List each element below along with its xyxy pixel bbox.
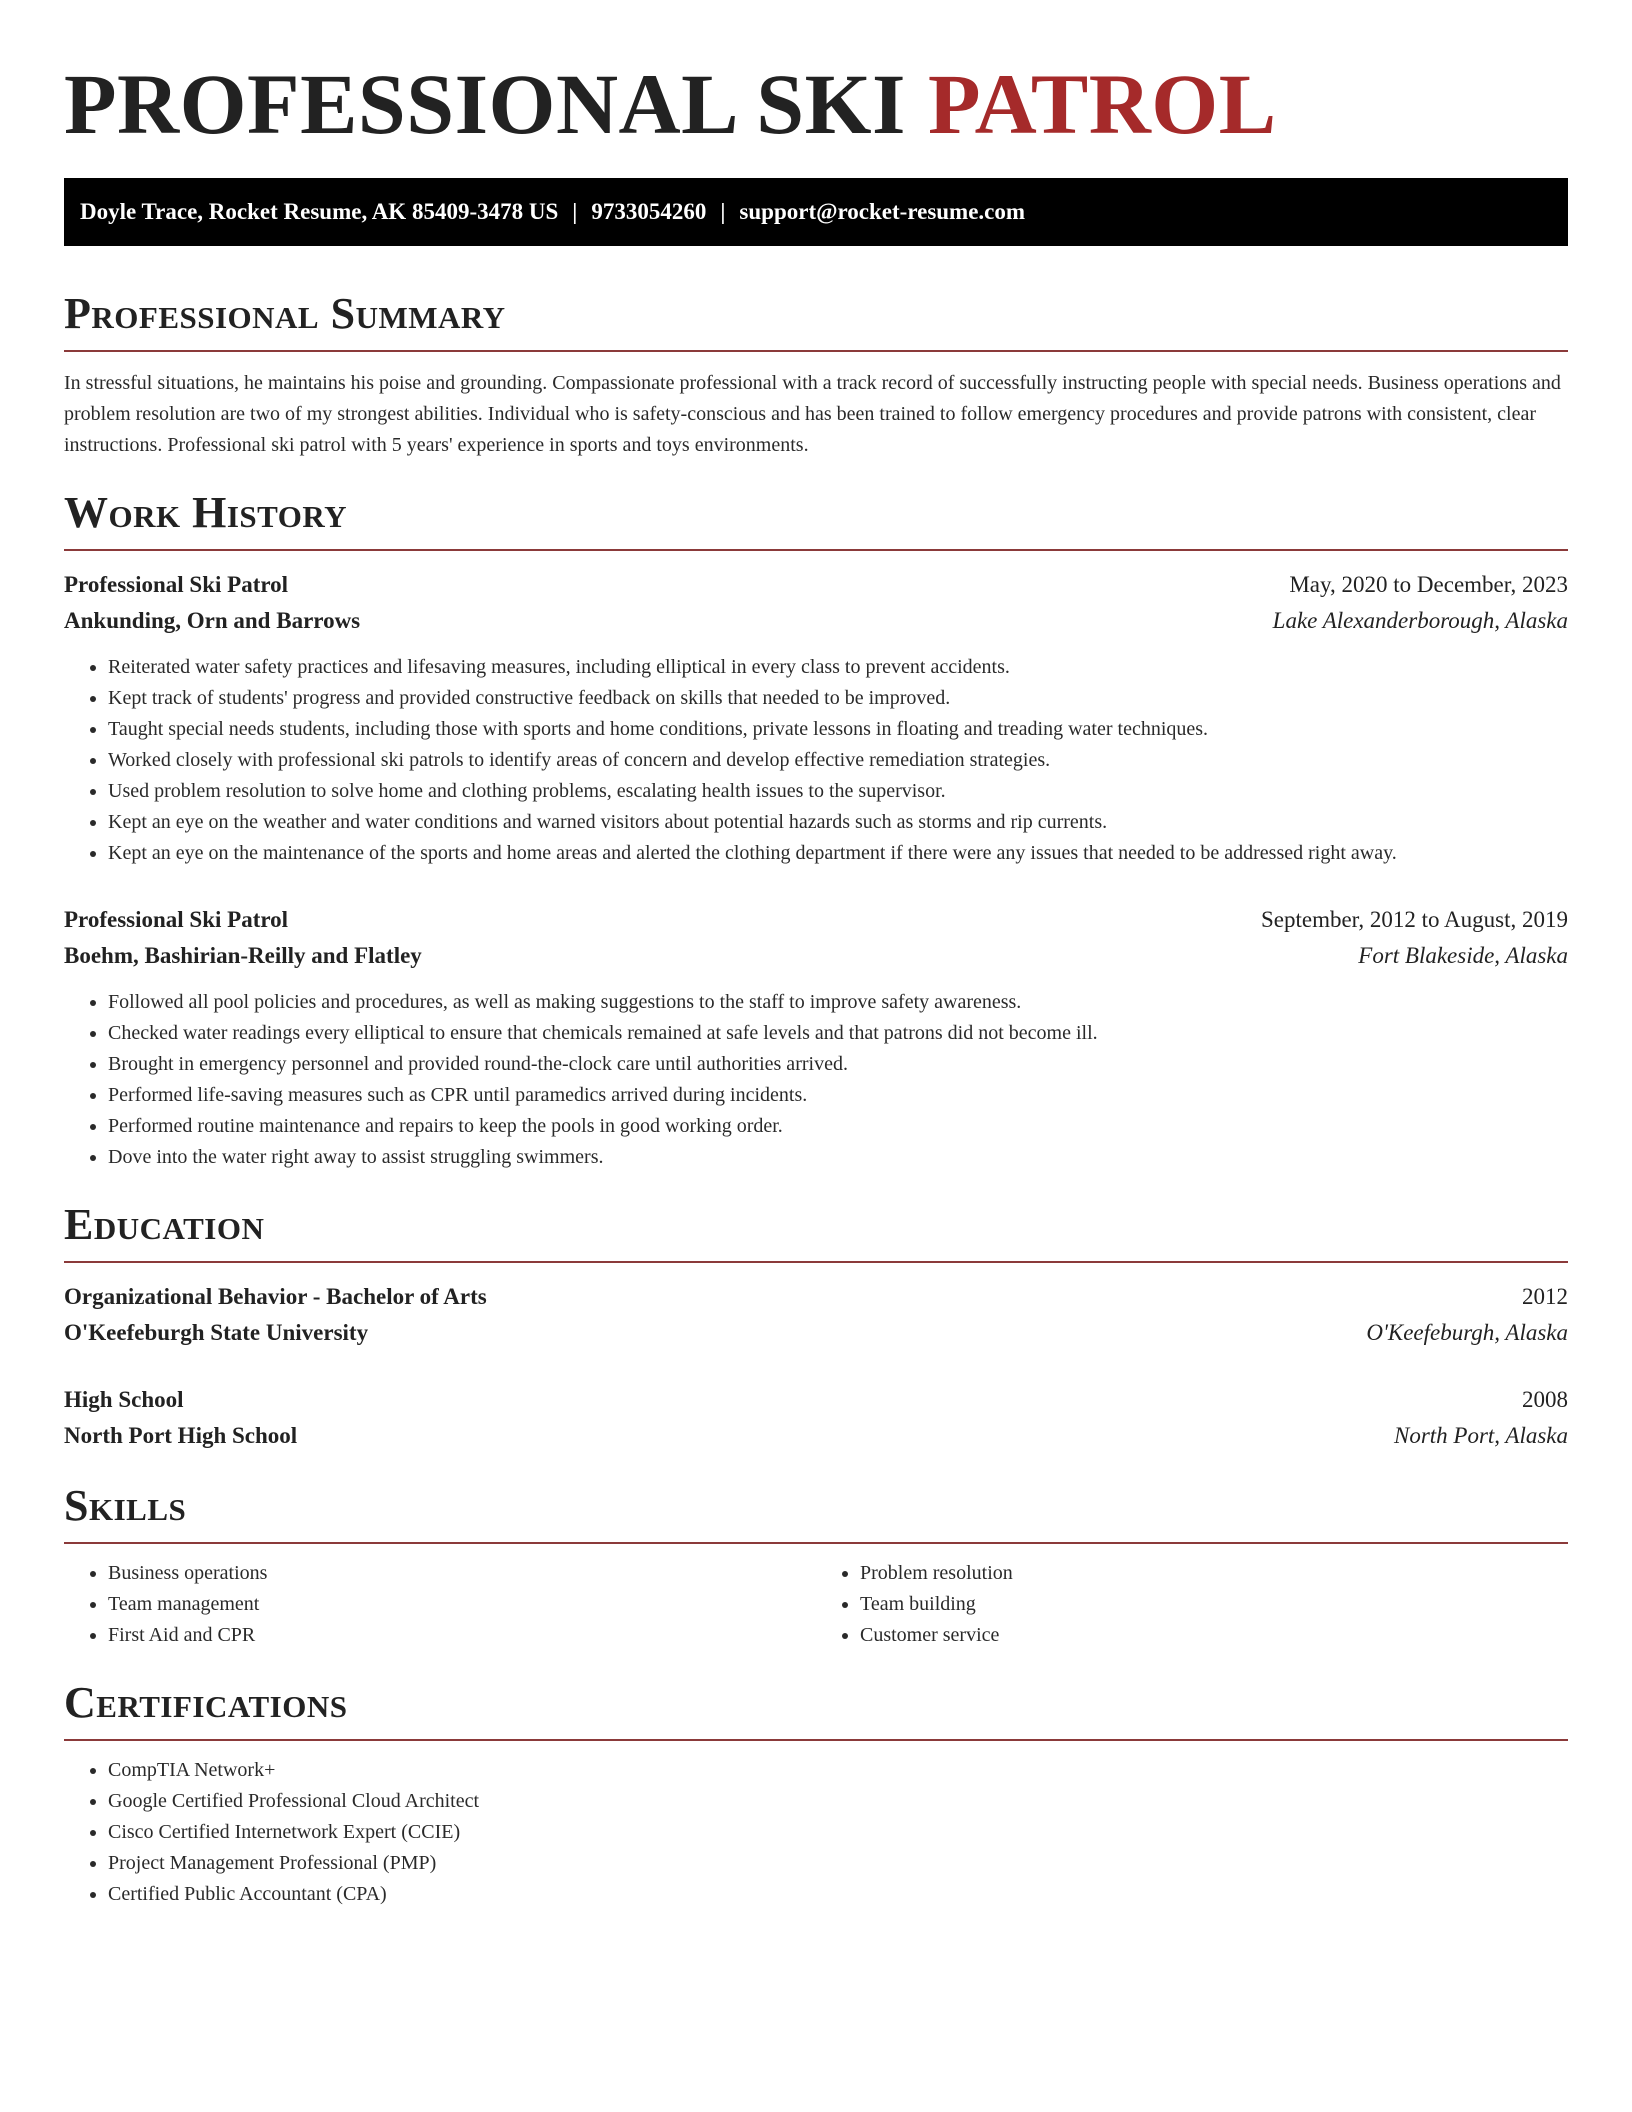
job-company-row [64, 938, 1568, 974]
job-entry [64, 567, 1568, 869]
job-duty: • Kept an eye on the weather and water conditions and warned visitors about potential hazards such as storms and rip currents. [108, 807, 1568, 838]
job-duty: • Reiterated water safety practices and lifesaving measures, including elliptical in every class to prevent accidents. [108, 652, 1568, 683]
job-duty: • Taught special needs students, including those with sports and home conditions, private lessons in floating and treading water techniques. [108, 714, 1568, 745]
resume-title [64, 0, 1568, 152]
education-school: O'Keefeburgh State University [64, 1320, 369, 1345]
education-degree: High School [64, 1387, 184, 1412]
job-company-row [64, 603, 1568, 639]
job-entry [64, 902, 1568, 1173]
job-duties-list [64, 652, 1568, 869]
section-heading-certifications: Certifications [64, 1678, 348, 1727]
skills-list-left [64, 1558, 816, 1651]
skill-item: • Business operations [108, 1558, 816, 1589]
certifications-section [64, 1675, 1568, 1910]
contact-email: support@rocket-resume.com [739, 199, 1026, 224]
section-heading-summary: Professional Summary [64, 289, 506, 338]
job-company: Boehm, Bashirian-Reilly and Flatley [64, 943, 422, 968]
skill-item: • Team management [108, 1589, 816, 1620]
job-title-row [64, 567, 1568, 603]
education-degree-row [64, 1279, 1568, 1315]
certification-item: • Project Management Professional (PMP) [108, 1848, 1568, 1879]
job-duties-list [64, 987, 1568, 1173]
contact-separator: | [572, 199, 578, 224]
skill-item: • Team building [860, 1589, 1568, 1620]
job-duty: • Performed life-saving measures such as CPR until paramedics arrived during incidents. [108, 1080, 1568, 1111]
title-accent: PATROL [927, 56, 1277, 152]
certification-item: • Google Certified Professional Cloud Architect [108, 1786, 1568, 1817]
job-title: Professional Ski Patrol [64, 907, 289, 932]
section-heading-education: Education [64, 1200, 265, 1249]
certification-item: • Certified Public Accountant (CPA) [108, 1879, 1568, 1910]
education-year: 2008 [1522, 1387, 1568, 1412]
education-degree-row [64, 1382, 1568, 1418]
contact-address: Doyle Trace, Rocket Resume, AK 85409-3478 US [80, 199, 559, 224]
job-dates: September, 2012 to August, 2019 [1260, 907, 1568, 932]
education-entry [64, 1382, 1568, 1454]
contact-phone: 9733054260 [591, 199, 707, 224]
skills-list-right [816, 1558, 1568, 1651]
section-divider [64, 350, 1568, 352]
job-duty: • Performed routine maintenance and repairs to keep the pools in good working order. [108, 1111, 1568, 1142]
education-entry [64, 1279, 1568, 1351]
education-location: O'Keefeburgh, Alaska [1366, 1320, 1568, 1345]
job-duty: • Kept track of students' progress and provided constructive feedback on skills that needed to be improved. [108, 683, 1568, 714]
section-divider [64, 549, 1568, 551]
section-heading-work-history: Work History [64, 488, 348, 537]
skill-item: • First Aid and CPR [108, 1620, 816, 1651]
skill-item: • Problem resolution [860, 1558, 1568, 1589]
skills-grid [64, 1558, 1568, 1651]
job-duty: • Checked water readings every elliptical to ensure that chemicals remained at safe levels and that patrons did not become ill. [108, 1018, 1568, 1049]
work-history-section [64, 485, 1568, 1173]
job-duty: • Dove into the water right away to assist struggling swimmers. [108, 1142, 1568, 1173]
job-duty: • Brought in emergency personnel and provided round-the-clock care until authorities arrived. [108, 1049, 1568, 1080]
job-company: Ankunding, Orn and Barrows [64, 608, 361, 633]
education-school-row [64, 1418, 1568, 1454]
summary-text: In stressful situations, he maintains his poise and grounding. Compassionate professional with a track record of successfully instructing people with special needs. Business operations and problem resolution are two of my strongest abilities. Individual who is safety-conscious and has been trained to follow emergency procedures and provide patrons with consistent, clear instructions. Professional ski patrol with 5 years' experience in sports and toys environments. [64, 372, 1561, 456]
job-location: Fort Blakeside, Alaska [1358, 943, 1568, 968]
job-duty: • Used problem resolution to solve home and clothing problems, escalating health issues to the supervisor. [108, 776, 1568, 807]
section-divider [64, 1542, 1568, 1544]
job-title-row [64, 902, 1568, 938]
education-school-row [64, 1315, 1568, 1351]
section-divider [64, 1261, 1568, 1263]
certifications-list [64, 1755, 1568, 1910]
title-main: PROFESSIONAL SKI [64, 56, 928, 152]
contact-separator: | [720, 199, 726, 224]
job-title: Professional Ski Patrol [64, 572, 289, 597]
contact-bar [64, 178, 1568, 246]
job-duty: • Worked closely with professional ski patrols to identify areas of concern and develop effective remediation strategies. [108, 745, 1568, 776]
education-degree: Organizational Behavior - Bachelor of Arts [64, 1284, 487, 1309]
job-dates: May, 2020 to December, 2023 [1289, 572, 1568, 597]
certification-item: • CompTIA Network+ [108, 1755, 1568, 1786]
section-divider [64, 1739, 1568, 1741]
summary-section [64, 286, 1568, 461]
job-duty: • Kept an eye on the maintenance of the sports and home areas and alerted the clothing department if there were any issues that needed to be addressed right away. [108, 838, 1568, 869]
education-section [64, 1197, 1568, 1454]
skill-item: • Customer service [860, 1620, 1568, 1651]
job-duty: • Followed all pool policies and procedures, as well as making suggestions to the staff to improve safety awareness. [108, 987, 1568, 1018]
certification-item: • Cisco Certified Internetwork Expert (CCIE) [108, 1817, 1568, 1848]
job-location: Lake Alexanderborough, Alaska [1272, 608, 1568, 633]
section-heading-skills: Skills [64, 1481, 187, 1530]
education-school: North Port High School [64, 1423, 298, 1448]
skills-section [64, 1478, 1568, 1651]
education-year: 2012 [1522, 1284, 1568, 1309]
education-location: North Port, Alaska [1393, 1423, 1568, 1448]
